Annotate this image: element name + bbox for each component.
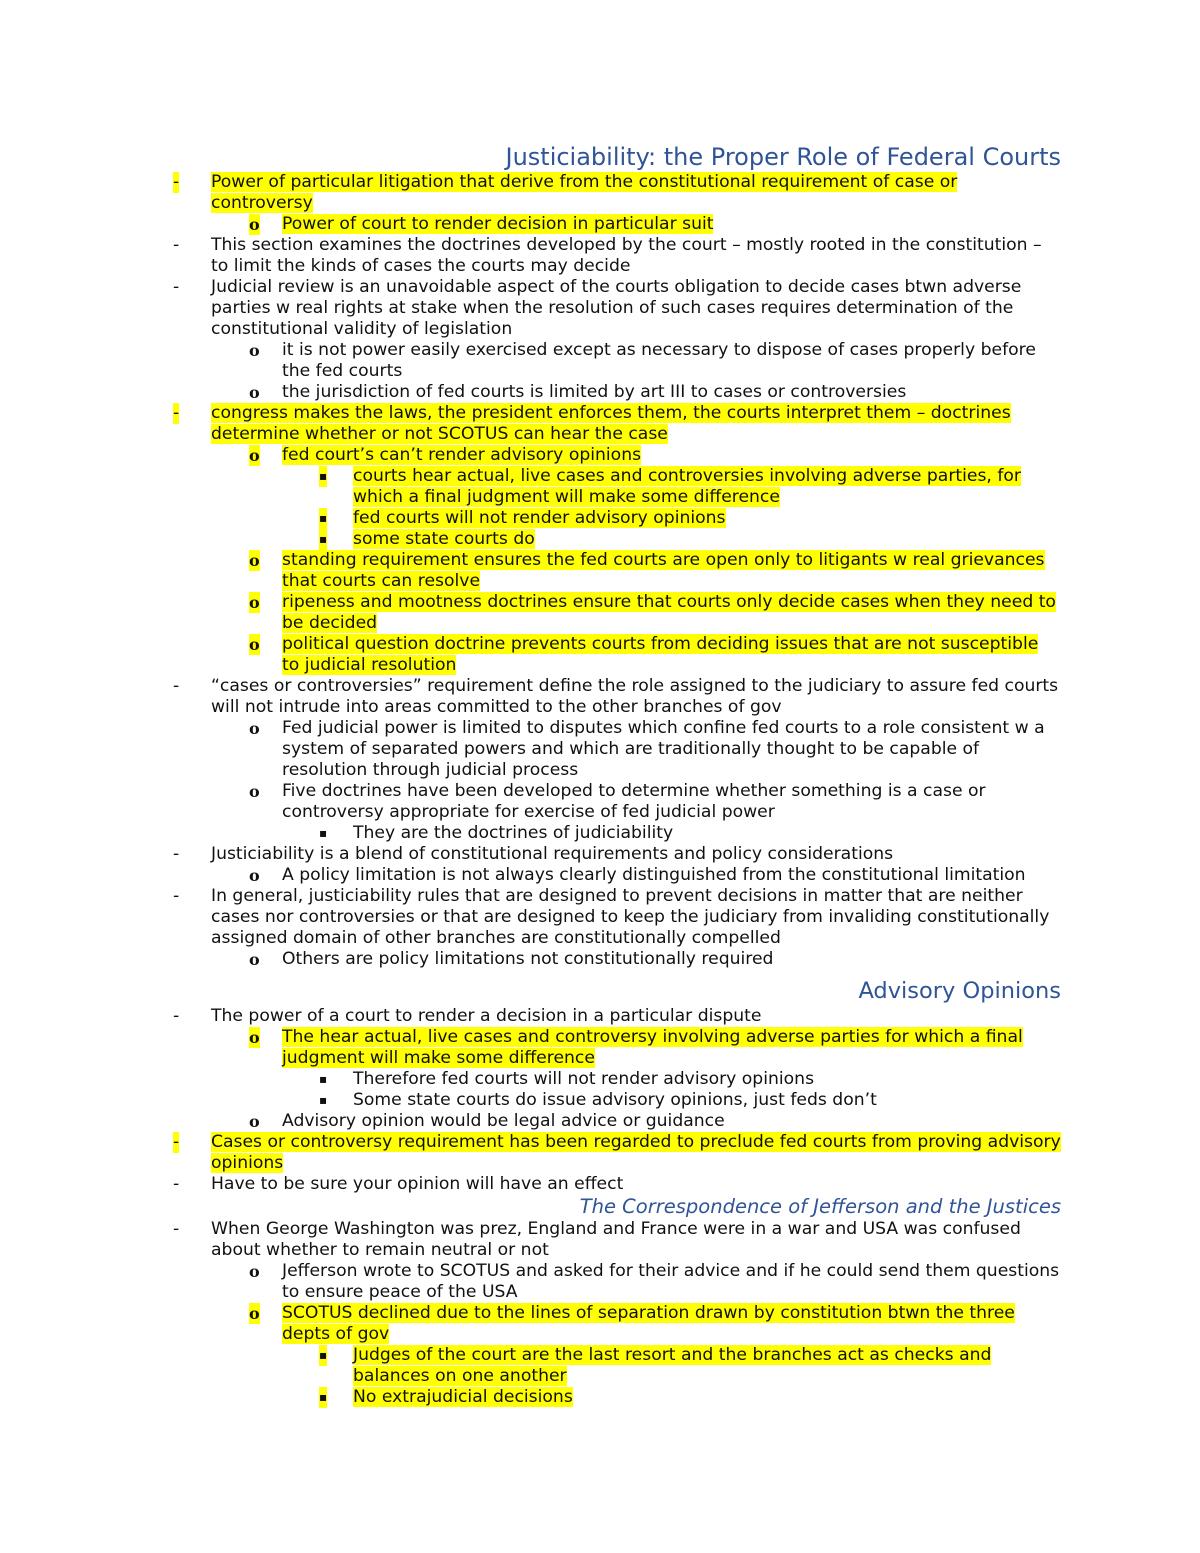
outline-section-justiciability [173,172,1061,970]
bullet-item [173,277,1061,340]
bullet-text [211,403,1011,444]
highlighted-text: fed court’s can’t render advisory opinions [282,445,642,465]
bullet-text [353,1345,991,1386]
dash-marker: - [173,277,180,297]
bullet-item [173,466,1061,508]
bullet-text: Some state courts do issue advisory opinions, just feds don’t [353,1090,877,1110]
circle-bullet-marker: o [249,782,260,801]
bullet-text [282,550,1045,591]
bullet-text [282,634,1038,675]
highlighted-text: Power of court to render decision in particular suit [282,214,714,234]
bullet-item [173,1111,1061,1132]
bullet-item [173,1069,1061,1090]
bullet-item [173,1090,1061,1111]
bullet-text: This section examines the doctrines developed by the court – mostly rooted in the constitution – to limit the kinds of cases the courts may decide [211,235,1042,276]
bullet-item [173,1219,1061,1261]
bullet-item [173,865,1061,886]
square-bullet-icon: ▪ [319,466,327,487]
bullet-item [173,403,1061,445]
bullet-text [282,1303,1015,1344]
circle-bullet-marker: o [249,215,260,234]
circle-bullet-marker: o [249,551,260,570]
dash-marker: - [173,886,180,906]
bullet-text: Therefore fed courts will not render advisory opinions [353,1069,815,1089]
highlighted-text: SCOTUS declined due to the lines of separation drawn by constitution btwn the three depts of gov [282,1303,1015,1344]
circle-bullet-marker: o [249,593,260,612]
circle-bullet-marker: o [249,383,260,402]
bullet-item [173,508,1061,529]
dash-marker: - [173,1132,180,1152]
bullet-item [173,634,1061,676]
bullet-text: In general, justiciability rules that are designed to prevent decisions in matter that are neither cases nor controversies or that are designed to keep the judiciary from invaliding constitutionally assigned domain of other branches are constitutionally compelled [211,886,1050,948]
bullet-text [353,529,535,549]
highlighted-text: Power of particular litigation that derive from the constitutional requirement of case or controversy [211,172,958,213]
bullet-text: Judicial review is an unavoidable aspect of the courts obligation to decide cases btwn adverse parties w real rights at stake when the resolution of such cases requires determination of the constitutional validity of legislation [211,277,1022,339]
bullet-item [173,1132,1061,1174]
bullet-text: Have to be sure your opinion will have an effect [211,1174,624,1194]
bullet-text [211,1132,1061,1173]
bullet-text: Advisory opinion would be legal advice or guidance [282,1111,725,1131]
bullet-item [173,1303,1061,1345]
square-bullet-icon: ▪ [319,1387,327,1408]
bullet-text [353,466,1021,507]
bullet-item [173,1387,1061,1408]
circle-bullet-marker: o [249,1112,260,1131]
bullet-item [173,949,1061,970]
highlighted-text: ripeness and mootness doctrines ensure that courts only decide cases when they need to be decided [282,592,1056,633]
bullet-item [173,214,1061,235]
bullet-text [353,1387,573,1407]
highlighted-text: Judges of the court are the last resort and the branches act as checks and balances on one another [353,1345,992,1386]
circle-bullet-marker: o [249,341,260,360]
circle-bullet-marker: o [249,719,260,738]
square-bullet-icon: ▪ [319,529,327,550]
bullet-text [282,214,713,234]
circle-bullet-marker: o [249,446,260,465]
bullet-item [173,1027,1061,1069]
bullet-text: the jurisdiction of fed courts is limited by art III to cases or controversies [282,382,907,402]
document-content [173,142,1061,1408]
square-bullet-icon: ▪ [319,1345,327,1366]
bullet-text [211,172,957,213]
highlighted-text: No extrajudicial decisions [353,1387,573,1407]
heading-jefferson-correspondence: The Correspondence of Jefferson and the Justices [579,1195,1061,1218]
bullet-text [353,508,726,528]
highlighted-text: standing requirement ensures the fed courts are open only to litigants w real grievances that courts can resolve [282,550,1045,591]
dash-marker: - [173,844,180,864]
bullet-item [173,718,1061,781]
bullet-item [173,1174,1061,1195]
highlighted-text: congress makes the laws, the president enforces them, the courts interpret them – doctrines determine whether or not SCOTUS can hear the case [211,403,1011,444]
bullet-item [173,235,1061,277]
bullet-item [173,550,1061,592]
highlighted-text: courts hear actual, live cases and controversies involving adverse parties, for which a final judgment will make some difference [353,466,1021,507]
dash-marker: - [173,1174,180,1194]
circle-bullet-marker: o [249,635,260,654]
bullet-text: When George Washington was prez, England and France were in a war and USA was confused about whether to remain neutral or not [211,1219,1021,1260]
bullet-item [173,592,1061,634]
bullet-item [173,781,1061,823]
bullet-item [173,445,1061,466]
square-bullet-icon: ▪ [319,826,328,840]
highlighted-text: fed courts will not render advisory opinions [353,508,726,528]
bullet-item [173,340,1061,382]
page-title: Justiciability: the Proper Role of Federal Courts [505,143,1061,171]
circle-bullet-marker: o [249,1028,260,1047]
bullet-text [282,592,1056,633]
bullet-item [173,1261,1061,1303]
bullet-text: They are the doctrines of judiciability [353,823,674,843]
bullet-text: A policy limitation is not always clearly distinguished from the constitutional limitation [282,865,1026,885]
bullet-text: Others are policy limitations not constitutionally required [282,949,774,969]
square-bullet-icon: ▪ [319,508,327,529]
highlighted-text: Cases or controversy requirement has been regarded to preclude fed courts from proving advisory opinions [211,1132,1061,1173]
bullet-item [173,1006,1061,1027]
highlighted-text: The hear actual, live cases and controversy involving adverse parties for which a final judgment will make some difference [282,1027,1023,1068]
dash-marker: - [173,235,180,255]
circle-bullet-marker: o [249,950,260,969]
bullet-text: “cases or controversies” requirement define the role assigned to the judiciary to assure fed courts will not intrude into areas committed to the other branches of gov [211,676,1059,717]
bullet-item [173,1345,1061,1387]
circle-bullet-marker: o [249,866,260,885]
bullet-text: Five doctrines have been developed to determine whether something is a case or controversy appropriate for exercise of fed judicial power [282,781,986,822]
dash-marker: - [173,172,180,192]
bullet-item [173,886,1061,949]
bullet-item [173,529,1061,550]
bullet-item [173,676,1061,718]
highlighted-text: political question doctrine prevents courts from deciding issues that are not susceptible to judicial resolution [282,634,1039,675]
circle-bullet-marker: o [249,1304,260,1323]
outline-section-advisory-opinions [173,1006,1061,1195]
circle-bullet-marker: o [249,1262,260,1281]
bullet-item [173,823,1061,844]
bullet-text: Jefferson wrote to SCOTUS and asked for their advice and if he could send them questions to ensure peace of the USA [282,1261,1060,1302]
square-bullet-icon: ▪ [319,1072,328,1086]
dash-marker: - [173,1219,180,1239]
outline-section-jefferson-correspondence [173,1219,1061,1408]
dash-marker: - [173,403,180,423]
square-bullet-icon: ▪ [319,1093,328,1107]
dash-marker: - [173,676,180,696]
bullet-text: Fed judicial power is limited to disputes which confine fed courts to a role consistent w a system of separated powers and which are traditionally thought to be capable of resolution through judicial process [282,718,1045,780]
bullet-text [282,445,641,465]
highlighted-text: some state courts do [353,529,535,549]
bullet-item [173,172,1061,214]
heading-advisory-opinions: Advisory Opinions [858,978,1061,1004]
bullet-text: it is not power easily exercised except as necessary to dispose of cases properly before the fed courts [282,340,1036,381]
bullet-text: Justiciability is a blend of constitutional requirements and policy considerations [211,844,894,864]
bullet-item [173,844,1061,865]
dash-marker: - [173,1006,180,1026]
bullet-text: The power of a court to render a decision in a particular dispute [211,1006,762,1026]
bullet-item [173,382,1061,403]
bullet-text [282,1027,1023,1068]
